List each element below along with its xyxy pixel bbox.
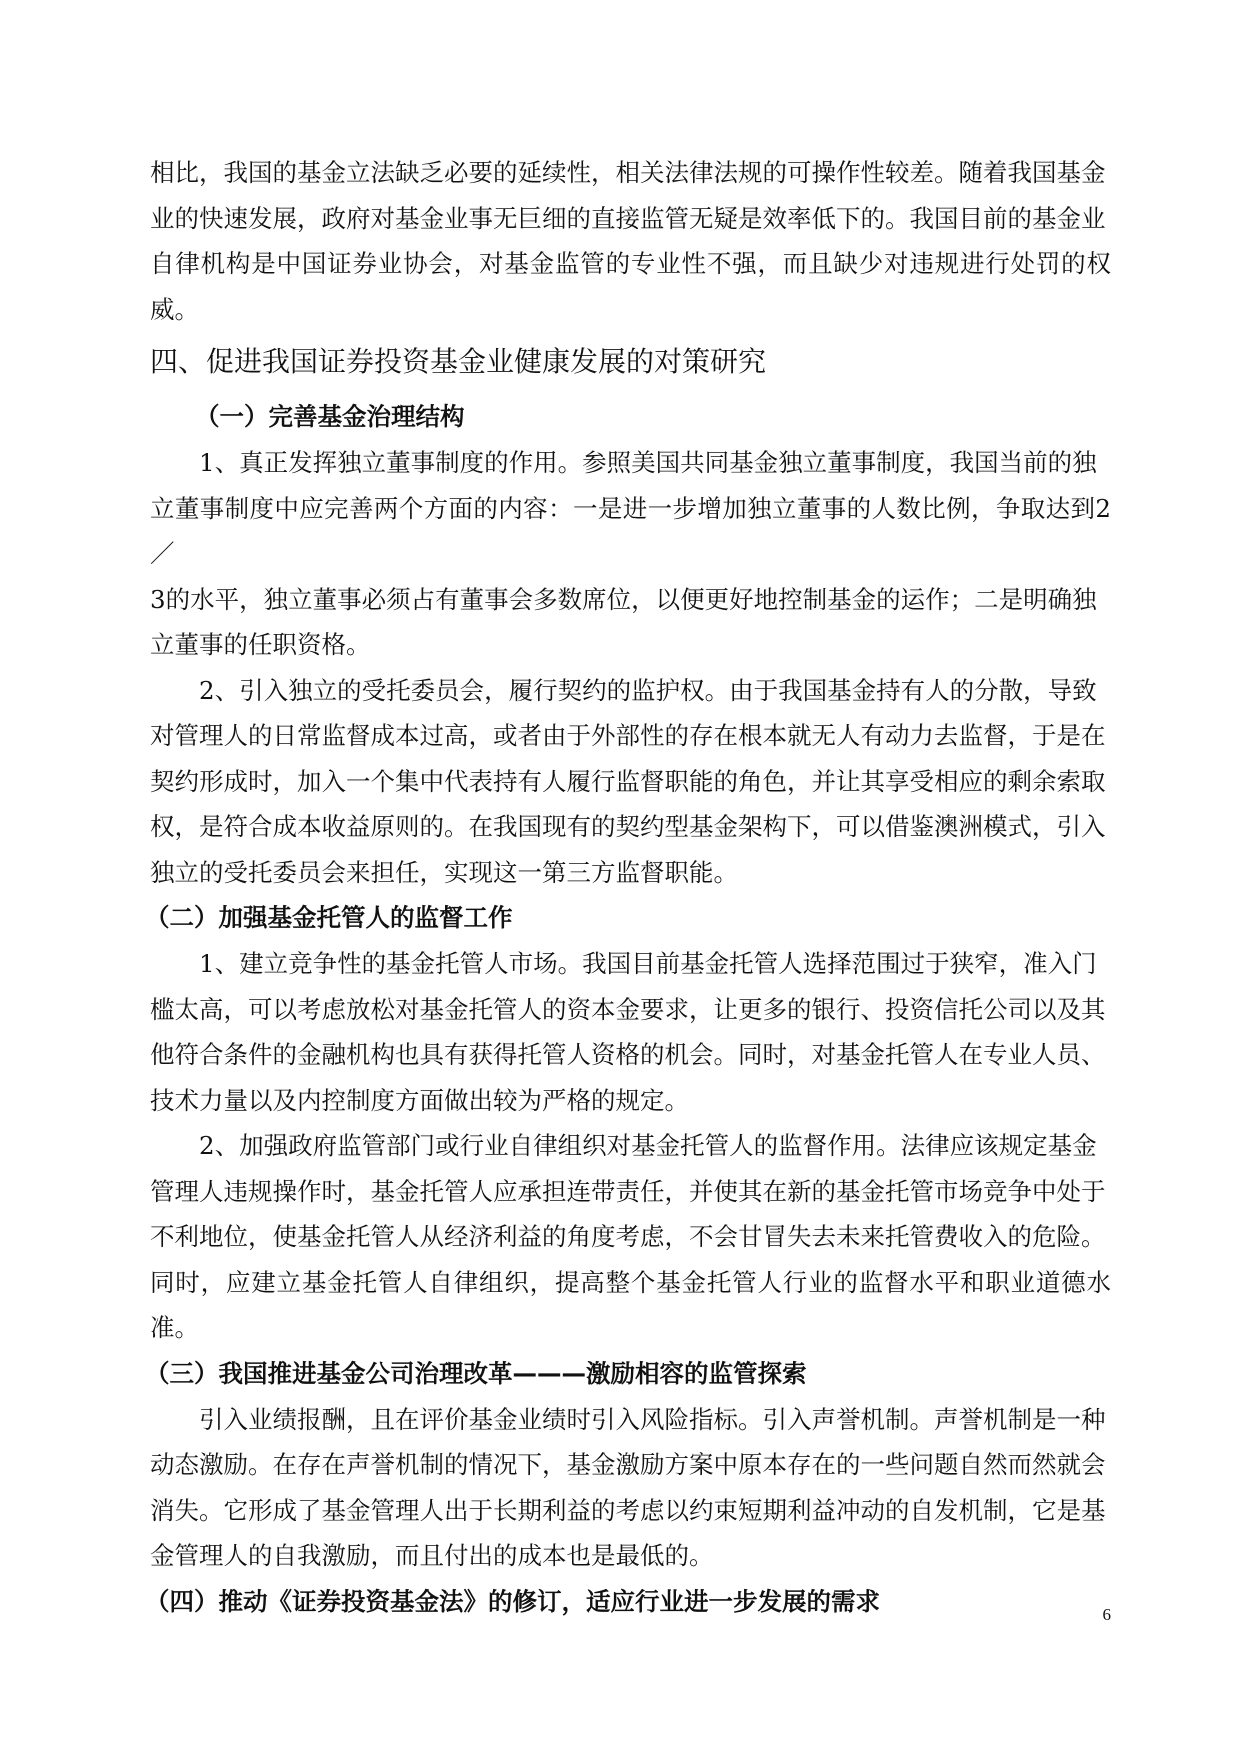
paragraph-line: 同时，应建立基金托管人自律组织，提高整个基金托管人行业的监督水平和职业道德水准。	[150, 1267, 1111, 1342]
paragraph-line: 管理人违规操作时，基金托管人应承担连带责任，并使其在新的基金托管市场竞争中处于	[150, 1176, 1106, 1206]
paragraph	[150, 668, 1111, 896]
paragraph-line: 槛太高，可以考虑放松对基金托管人的资本金要求，让更多的银行、投资信托公司以及其	[150, 994, 1106, 1024]
paragraph-line: 相比，我国的基金立法缺乏必要的延续性，相关法律法规的可操作性较差。随着我国基金	[150, 158, 1106, 187]
subsection-heading: （二）加强基金托管人的监督工作	[145, 903, 513, 932]
paragraph-line: 金管理人的自我激励，而且付出的成本也是最低的。	[150, 1541, 714, 1570]
subsection-heading: （四）推动《证券投资基金法》的修订，适应行业进一步发展的需求	[145, 1586, 880, 1616]
paragraph-line: 自律机构是中国证券业协会，对基金监管的专业性不强，而且缺少对违规进行处罚的权威。	[150, 249, 1111, 324]
page-body	[145, 150, 1111, 1625]
paragraph-line: 权，是符合成本收益原则的。在我国现有的契约型基金架构下，可以借鉴澳洲模式，引入	[150, 812, 1106, 841]
paragraph-line: 不利地位，使基金托管人从经济利益的角度考虑，不会甘冒失去未来托管费收入的危险。	[150, 1222, 1106, 1251]
paragraph-line: 引入业绩报酬，且在评价基金业绩时引入风险指标。引入声誉机制。声誉机制是一种	[199, 1404, 1106, 1434]
paragraph-line: 动态激励。在存在声誉机制的情况下，基金激励方案中原本存在的一些问题自然而然就会	[150, 1450, 1106, 1479]
paragraph-line: 业的快速发展，政府对基金业事无巨细的直接监管无疑是效率低下的。我国目前的基金业	[150, 203, 1106, 233]
paragraph	[150, 1397, 1111, 1579]
paragraph-line: 技术力量以及内控制度方面做出较为严格的规定。	[150, 1085, 689, 1115]
paragraph	[150, 941, 1111, 1123]
paragraph-line: 对管理人的日常监督成本过高，或者由于外部性的存在根本就无人有动力去监督，于是在	[150, 721, 1106, 750]
paragraph	[150, 1123, 1111, 1351]
paragraph-line: 独立的受托委员会来担任，实现这一第三方监督职能。	[150, 857, 738, 887]
subsection-heading: （一）完善基金治理结构	[195, 402, 465, 431]
page-number: 6	[1102, 1605, 1111, 1624]
paragraph-line: 契约形成时，加入一个集中代表持有人履行监督职能的角色，并让其享受相应的剩余索取	[150, 766, 1106, 796]
paragraph-line: 立董事制度中应完善两个方面的内容：一是进一步增加独立董事的人数比例，争取达到2／	[150, 493, 1111, 568]
section-heading: 四、促进我国证券投资基金业健康发展的对策研究	[150, 345, 767, 378]
paragraph	[150, 440, 1111, 668]
paragraph-line: 消失。它形成了基金管理人出于长期利益的考虑以约束短期利益冲动的自发机制，它是基	[150, 1495, 1106, 1525]
paragraph-line: 2、加强政府监管部门或行业自律组织对基金托管人的监督作用。法律应该规定基金	[199, 1131, 1097, 1160]
paragraph-line: 2、引入独立的受托委员会，履行契约的监护权。由于我国基金持有人的分散，导致	[199, 675, 1097, 705]
paragraph	[150, 150, 1111, 332]
paragraph-line: 他符合条件的金融机构也具有获得托管人资格的机会。同时，对基金托管人在专业人员、	[150, 1040, 1106, 1069]
paragraph-line: 1、建立竞争性的基金托管人市场。我国目前基金托管人选择范围过于狭窄，准入门	[199, 949, 1097, 978]
paragraph-line: 1、真正发挥独立董事制度的作用。参照美国共同基金独立董事制度，我国当前的独	[199, 448, 1097, 477]
paragraph-line: 3的水平，独立董事必须占有董事会多数席位，以便更好地控制基金的运作；二是明确独	[150, 584, 1097, 614]
paragraph-line: 立董事的任职资格。	[150, 630, 371, 659]
subsection-heading: （三）我国推进基金公司治理改革———激励相容的监管探索	[145, 1358, 807, 1388]
